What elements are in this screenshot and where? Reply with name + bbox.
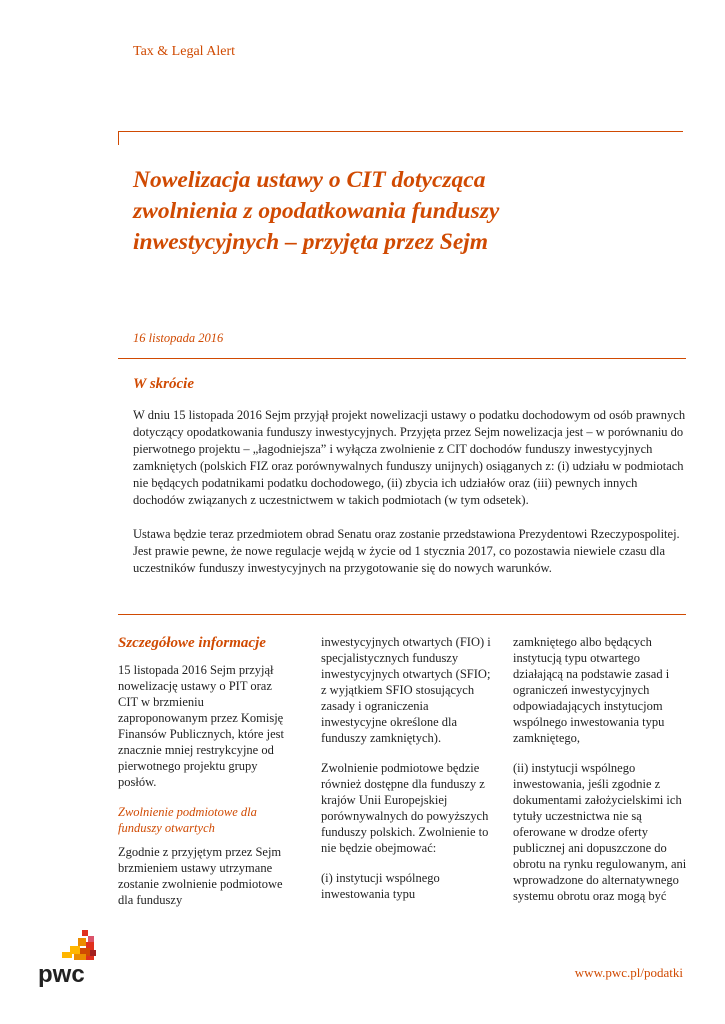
pwc-logo-mark [38, 930, 108, 990]
details-paragraph: inwestycyjnych otwartych (FIO) i specjalistycznych funduszy inwestycyjnych otwartych (SFIO; z wyjątkiem SFIO stosujących zasady i ograniczenia inwestycyjne określone dla funduszy zamkniętych). [321, 635, 491, 745]
details-subheading: Zwolnienie podmiotowe dla funduszy otwartych [118, 805, 257, 835]
publication-date: 16 listopada 2016 [133, 331, 224, 345]
details-heading: Szczegółowe informacje [118, 635, 266, 651]
details-paragraph: Zgodnie z przyjętym przez Sejm brzmieniem ustawy utrzymane zostanie zwolnienie podmiotowe dla funduszy [118, 845, 283, 907]
summary-paragraph-2: Ustawa będzie teraz przedmiotem obrad Senatu oraz zostanie przedstawiona Prezydentowi Rzeczypospolitej. Jest prawie pewne, że nowe regulacje wejdą w życie od 1 stycznia 2017, co pozostawia niewiele czasu dla uczestników funduszy inwestycyjnych na przygotowanie się do nowych warunków. [133, 527, 680, 575]
pwc-logo-text: pwc [38, 961, 85, 988]
details-column-1 [118, 634, 293, 922]
footer-url-link[interactable]: www.pwc.pl/podatki [574, 965, 683, 980]
top-rule-tick [118, 131, 119, 145]
title-line-3: inwestycyjnych – przyjęta przez Sejm [133, 229, 489, 255]
summary-section [133, 407, 688, 594]
details-column-2 [321, 634, 491, 916]
top-rule [118, 131, 683, 132]
details-paragraph: zamkniętego albo będących instytucją typu otwartego działającą na podstawie zasad i ograniczeń inwestycyjnych odpowiadających instytucjom wspólnego inwestowania typu zamkniętego, [513, 635, 670, 745]
title-line-2: zwolnienia z opodatkowania funduszy [133, 198, 500, 224]
divider [118, 358, 686, 359]
details-paragraph: (ii) instytucji wspólnego inwestowania, jeśli zgodnie z dokumentami założycielskimi ich tytuły uczestnictwa nie są oferowane w drodze oferty publicznej ani dopuszczone do obrotu na rynku regulowanym, ani wprowadzone do alternatywnego systemu obrotu oraz mogą być [513, 761, 687, 903]
details-paragraph: (i) instytucji wspólnego inwestowania typu [321, 871, 440, 901]
details-column-3 [513, 634, 688, 918]
divider [118, 614, 686, 615]
pwc-logo [38, 930, 108, 990]
title-line-1: Nowelizacja ustawy o CIT dotycząca [133, 167, 486, 193]
details-paragraph: 15 listopada 2016 Sejm przyjął nowelizację ustawy o PIT oraz CIT w brzmieniu zaproponowanym przez Komisję Finansów Publicznych, które jest znacznie mniej restrykcyjne od pierwotnego projektu grupy posłów. [118, 663, 284, 789]
details-paragraph: Zwolnienie podmiotowe będzie również dostępne dla funduszy z krajów Unii Europejskiej porównywalnych do powyższych funduszy polskich. Zwolnienie to nie będzie obejmować: [321, 761, 489, 855]
document-title [133, 165, 653, 258]
header-label: Tax & Legal Alert [133, 44, 236, 59]
summary-paragraph-1: W dniu 15 listopada 2016 Sejm przyjął projekt nowelizacji ustawy o podatku dochodowym od osób prawnych dotyczący opodatkowania funduszy inwestycyjnych. Przyjęta przez Sejm nowelizacja jest – w porównaniu do pierwotnego projektu – „łagodniejsza” i wyłącza zwolnienie z CIT dochodów funduszy inwestycyjnych zamkniętych (polskich FIZ oraz porównywalnych funduszy unijnych) osiąganych z: (i) udziału w podmiotach nie będących podatnikami podatku dochodowego, (ii) zbycia ich udziałów oraz (iii) pewnych innych dochodów związanych z uczestnictwem w takich podmiotach (w tym odsetek). [133, 408, 686, 507]
summary-heading: W skrócie [133, 376, 194, 392]
